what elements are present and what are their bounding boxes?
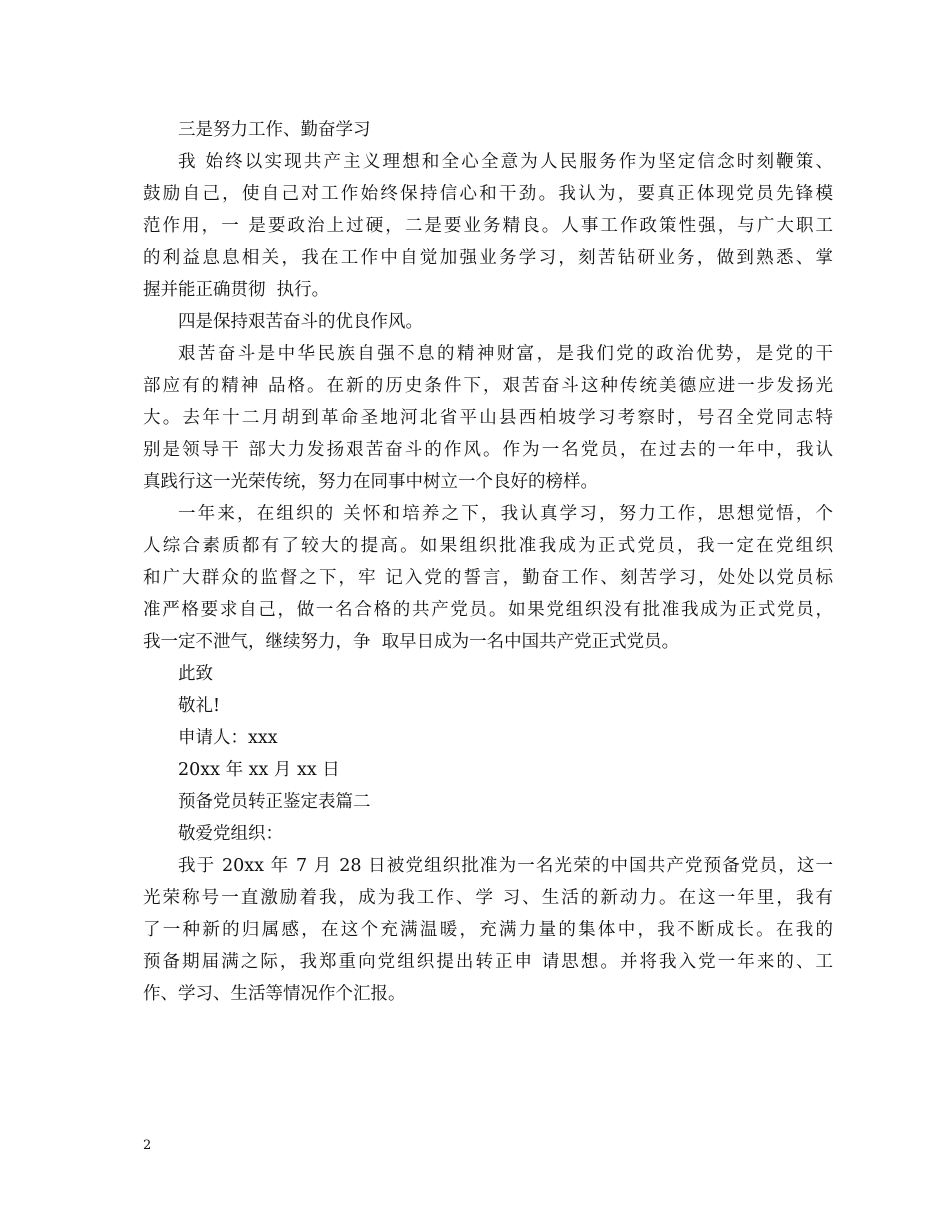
page-number: 2: [143, 1138, 152, 1153]
body-line: 范作用，一 是要政治上过硬，二是要业务精良。人事工作政策性强，与广大职工: [143, 216, 833, 236]
body-line: 人综合素质都有了较大的提高。如果组织批准我成为正式党员，我一定在党组织: [143, 536, 833, 556]
salutation-line: 此致: [178, 664, 213, 684]
body-line: 真践行这一光荣传统，努力在同事中树立一个良好的榜样。: [143, 472, 598, 492]
body-line: 光荣称号一直激励着我，成为我工作、学 习、生活的新动力。在这一年里，我有: [143, 888, 833, 908]
document-body: [143, 114, 833, 1010]
body-line: 准严格要求自己，做一名合格的共产党员。如果党组织没有批准我成为正式党员，: [143, 600, 833, 620]
body-line: 了一种新的归属感，在这个充满温暖，充满力量的集体中，我不断成长。在我的: [143, 920, 833, 940]
body-line: 部应有的精神 品格。在新的历史条件下，艰苦奋斗这种传统美德应进一步发扬光: [143, 376, 833, 396]
body-line: 和广大群众的监督之下，牢 记入党的誓言，勤奋工作、刻苦学习，处处以党员标: [143, 568, 833, 588]
body-line: 大。去年十二月胡到革命圣地河北省平山县西柏坡学习考察时，号召全党同志特: [143, 408, 833, 428]
body-line: 三是努力工作、勤奋学习: [178, 120, 371, 140]
body-line: 别是领导干 部大力发扬艰苦奋斗的作风。作为一名党员，在过去的一年中，我认: [143, 440, 833, 460]
body-line: 四是保持艰苦奋斗的优良作风。: [178, 312, 423, 332]
applicant-line: 申请人：xxx: [178, 728, 278, 748]
body-line: 的利益息息相关，我在工作中自觉加强业务学习，刻苦钻研业务，做到熟悉、掌: [143, 248, 833, 268]
body-line: 预备期届满之际，我郑重向党组织提出转正申 请思想。并将我入党一年来的、工: [143, 952, 833, 972]
body-line: 鼓励自己，使自己对工作始终保持信心和干劲。我认为，要真正体现党员先锋模: [143, 184, 833, 204]
body-line: 握并能正确贯彻 执行。: [143, 280, 330, 300]
body-line: 一年来，在组织的 关怀和培养之下，我认真学习，努力工作，思想觉悟，个: [178, 504, 833, 524]
date-line: 20xx 年 xx 月 xx 日: [178, 760, 340, 780]
closing-line: 敬礼!: [178, 696, 221, 716]
greeting-line: 敬爱党组织：: [178, 824, 283, 844]
section-title: 预备党员转正鉴定表篇二: [178, 792, 371, 812]
body-line: 艰苦奋斗是中华民族自强不息的精神财富，是我们党的政治优势，是党的干: [178, 344, 833, 364]
body-line: 我一定不泄气，继续努力，争 取早日成为一名中国共产党正式党员。: [143, 632, 680, 652]
body-line: 作、学习、生活等情况作个汇报。: [143, 984, 406, 1004]
body-line: 我于 20xx 年 7 月 28 日被党组织批准为一名光荣的中国共产党预备党员，这一: [178, 856, 833, 876]
body-line: 我 始终以实现共产主义理想和全心全意为人民服务作为坚定信念时刻鞭策、: [178, 152, 833, 172]
